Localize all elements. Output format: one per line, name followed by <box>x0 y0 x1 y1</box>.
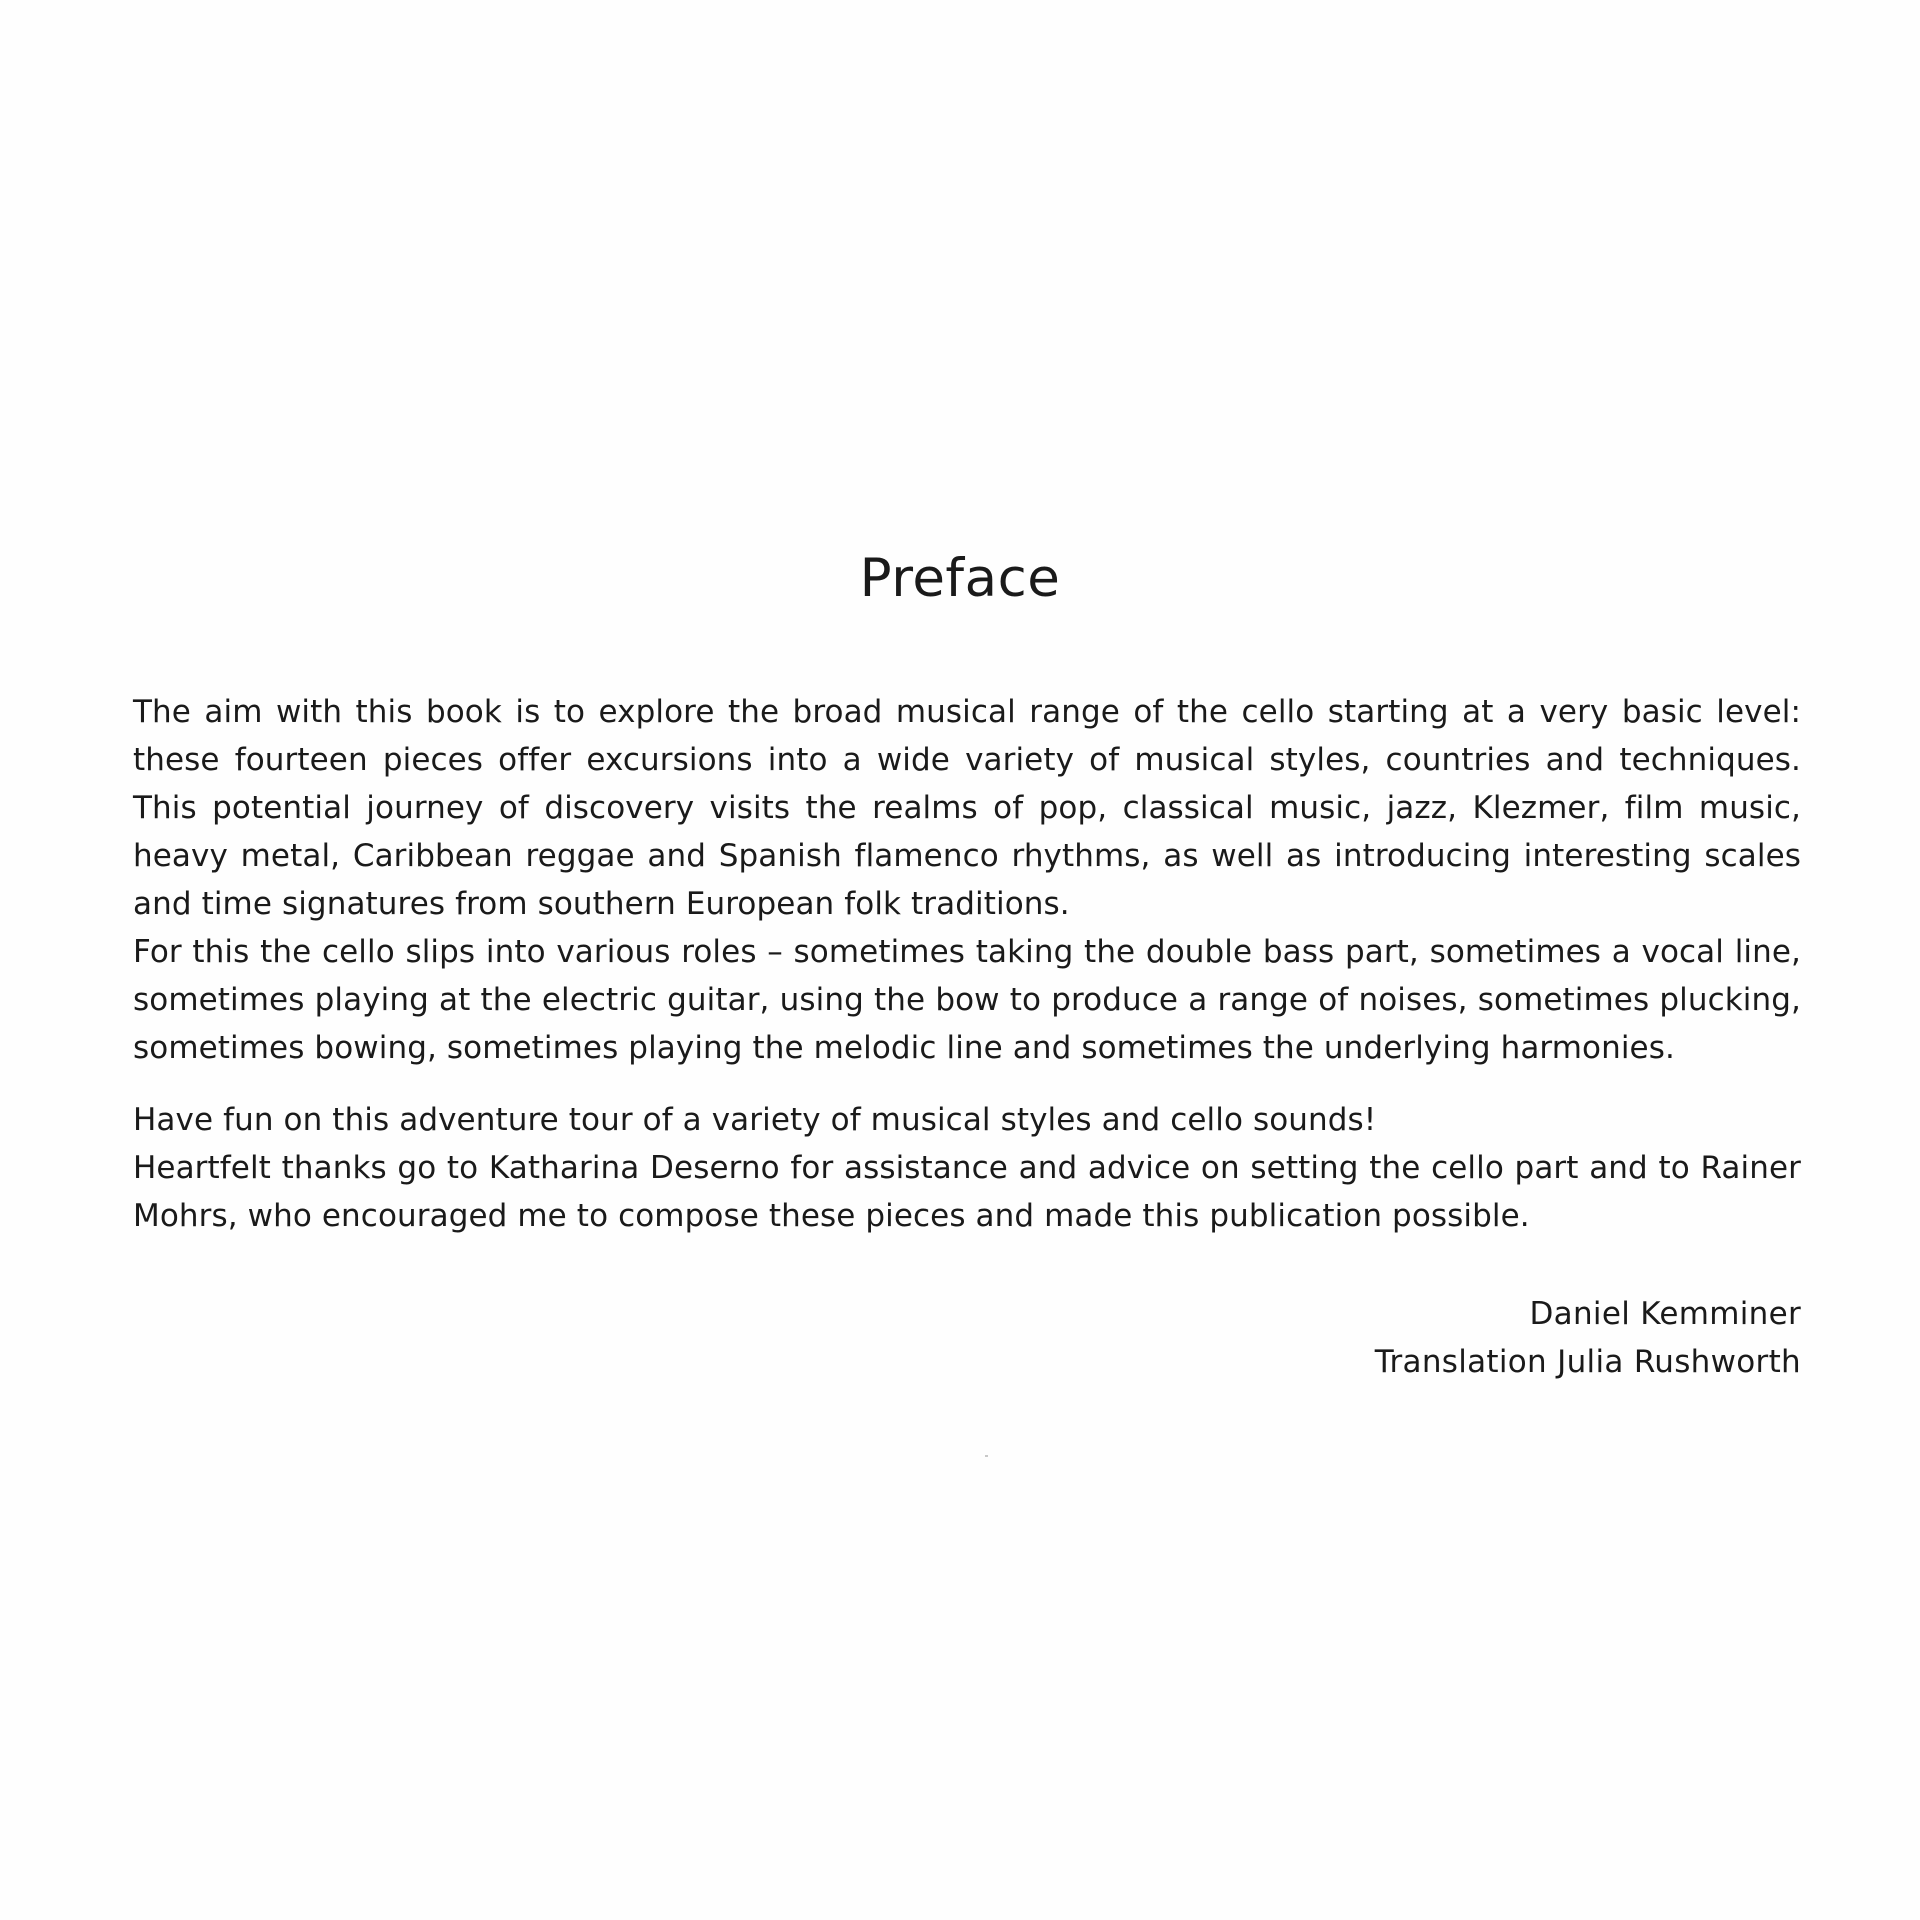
signature-block <box>1375 1290 1801 1386</box>
scan-speck <box>985 1455 988 1457</box>
paragraph-roles: For this the cello slips into various roles – sometimes taking the double bass part, sometimes a vocal line, sometimes playing at the electric guitar, using the bow to produce a range of noises, sometimes plucking, sometimes bowing, sometimes playing the melodic line and sometimes the underlying harmonies. <box>133 934 1801 1066</box>
author-name: Daniel Kemminer <box>1529 1296 1801 1332</box>
paragraph-intro: The aim with this book is to explore the broad musical range of the cello starting at a very basic level: these fourteen pieces offer excursions into a wide variety of musical styles, countries and techniques. This potential journey of discovery visits the realms of pop, classical music, jazz, Klezmer, film music, heavy metal, Caribbean reggae and Spanish flamenco rhythms, as well as introducing interesting scales and time signatures from southern European folk traditions. <box>133 694 1801 922</box>
paragraph-have-fun: Have fun on this adventure tour of a variety of musical styles and cello sounds! <box>133 1102 1377 1138</box>
page-title: Preface <box>859 548 1061 609</box>
translator-credit: Translation Julia Rushworth <box>1374 1344 1801 1380</box>
paragraph-thanks: Heartfelt thanks go to Katharina Deserno for assistance and advice on setting the cello part and to Rainer Mohrs, who encouraged me to compose these pieces and made this publication possible. <box>133 1150 1801 1234</box>
preface-body <box>133 688 1801 1240</box>
